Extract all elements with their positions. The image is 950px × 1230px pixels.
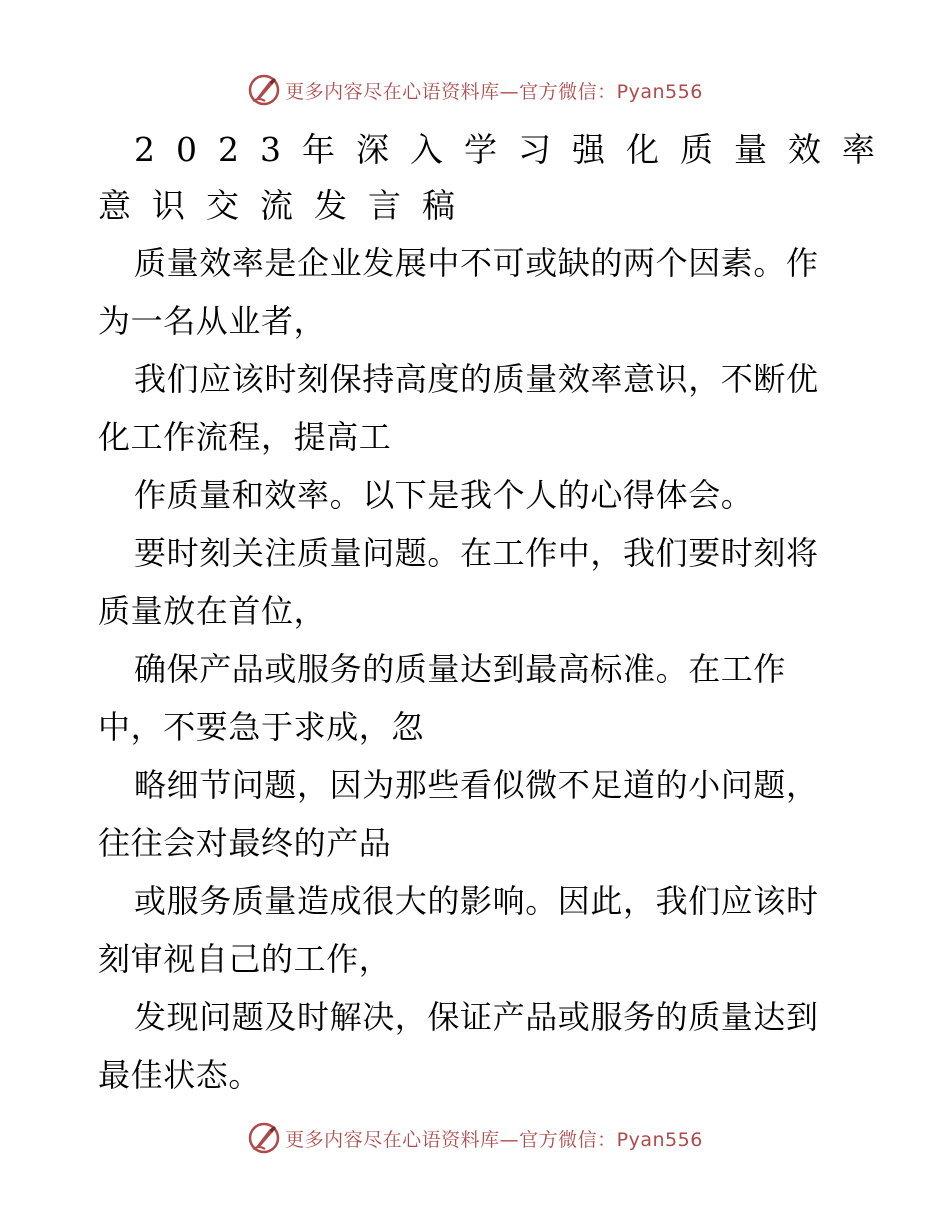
- paragraph-line: 质量效率是企业发展中不可或缺的两个因素。作: [134, 244, 819, 282]
- paragraph: [98, 872, 858, 988]
- paragraph-line: 中，不要急于求成，忽: [98, 708, 425, 746]
- quill-pen-logo-icon: [247, 73, 281, 107]
- paragraph-line: 刻审视自己的工作，: [98, 940, 392, 978]
- paragraph: [98, 988, 858, 1104]
- paragraph-list: [98, 234, 858, 1104]
- paragraph: [98, 524, 858, 640]
- banner-text: 更多内容尽在心语资料库—官方微信：Pyan556: [285, 80, 703, 103]
- paragraph: [98, 234, 858, 350]
- header-banner: [0, 70, 950, 110]
- paragraph: [98, 756, 858, 872]
- paragraph-line: 确保产品或服务的质量达到最高标准。在工作: [134, 650, 787, 688]
- paragraph: [98, 640, 858, 756]
- paragraph-line: 或服务质量造成很大的影响。因此，我们应该时: [134, 882, 819, 920]
- document-title: [98, 122, 896, 234]
- paragraph-line: 作质量和效率。以下是我个人的心得体会。: [134, 476, 754, 514]
- footer-banner: [0, 1118, 950, 1158]
- banner-text: 更多内容尽在心语资料库—官方微信：Pyan556: [285, 1128, 703, 1151]
- title-line: 2023年深入学习强化质量效率: [134, 130, 896, 169]
- paragraph: [98, 350, 858, 466]
- paragraph-line: 略细节问题，因为那些看似微不足道的小问题，: [134, 766, 819, 804]
- paragraph-line: 往往会对最终的产品: [98, 824, 392, 862]
- paragraph-line: 发现问题及时解决，保证产品或服务的质量达到: [134, 998, 819, 1036]
- title-line: 意识交流发言稿: [98, 186, 476, 225]
- paragraph-line: 质量放在首位，: [98, 592, 327, 630]
- paragraph-line: 要时刻关注质量问题。在工作中，我们要时刻将: [134, 534, 819, 572]
- document-body: [98, 122, 896, 1104]
- paragraph-line: 化工作流程，提高工: [98, 418, 392, 456]
- paragraph-line: 最佳状态。: [98, 1056, 262, 1094]
- paragraph: [98, 466, 858, 524]
- paragraph-line: 我们应该时刻保持高度的质量效率意识，不断优: [134, 360, 819, 398]
- paragraph-line: 为一名从业者，: [98, 302, 327, 340]
- quill-pen-logo-icon: [247, 1121, 281, 1155]
